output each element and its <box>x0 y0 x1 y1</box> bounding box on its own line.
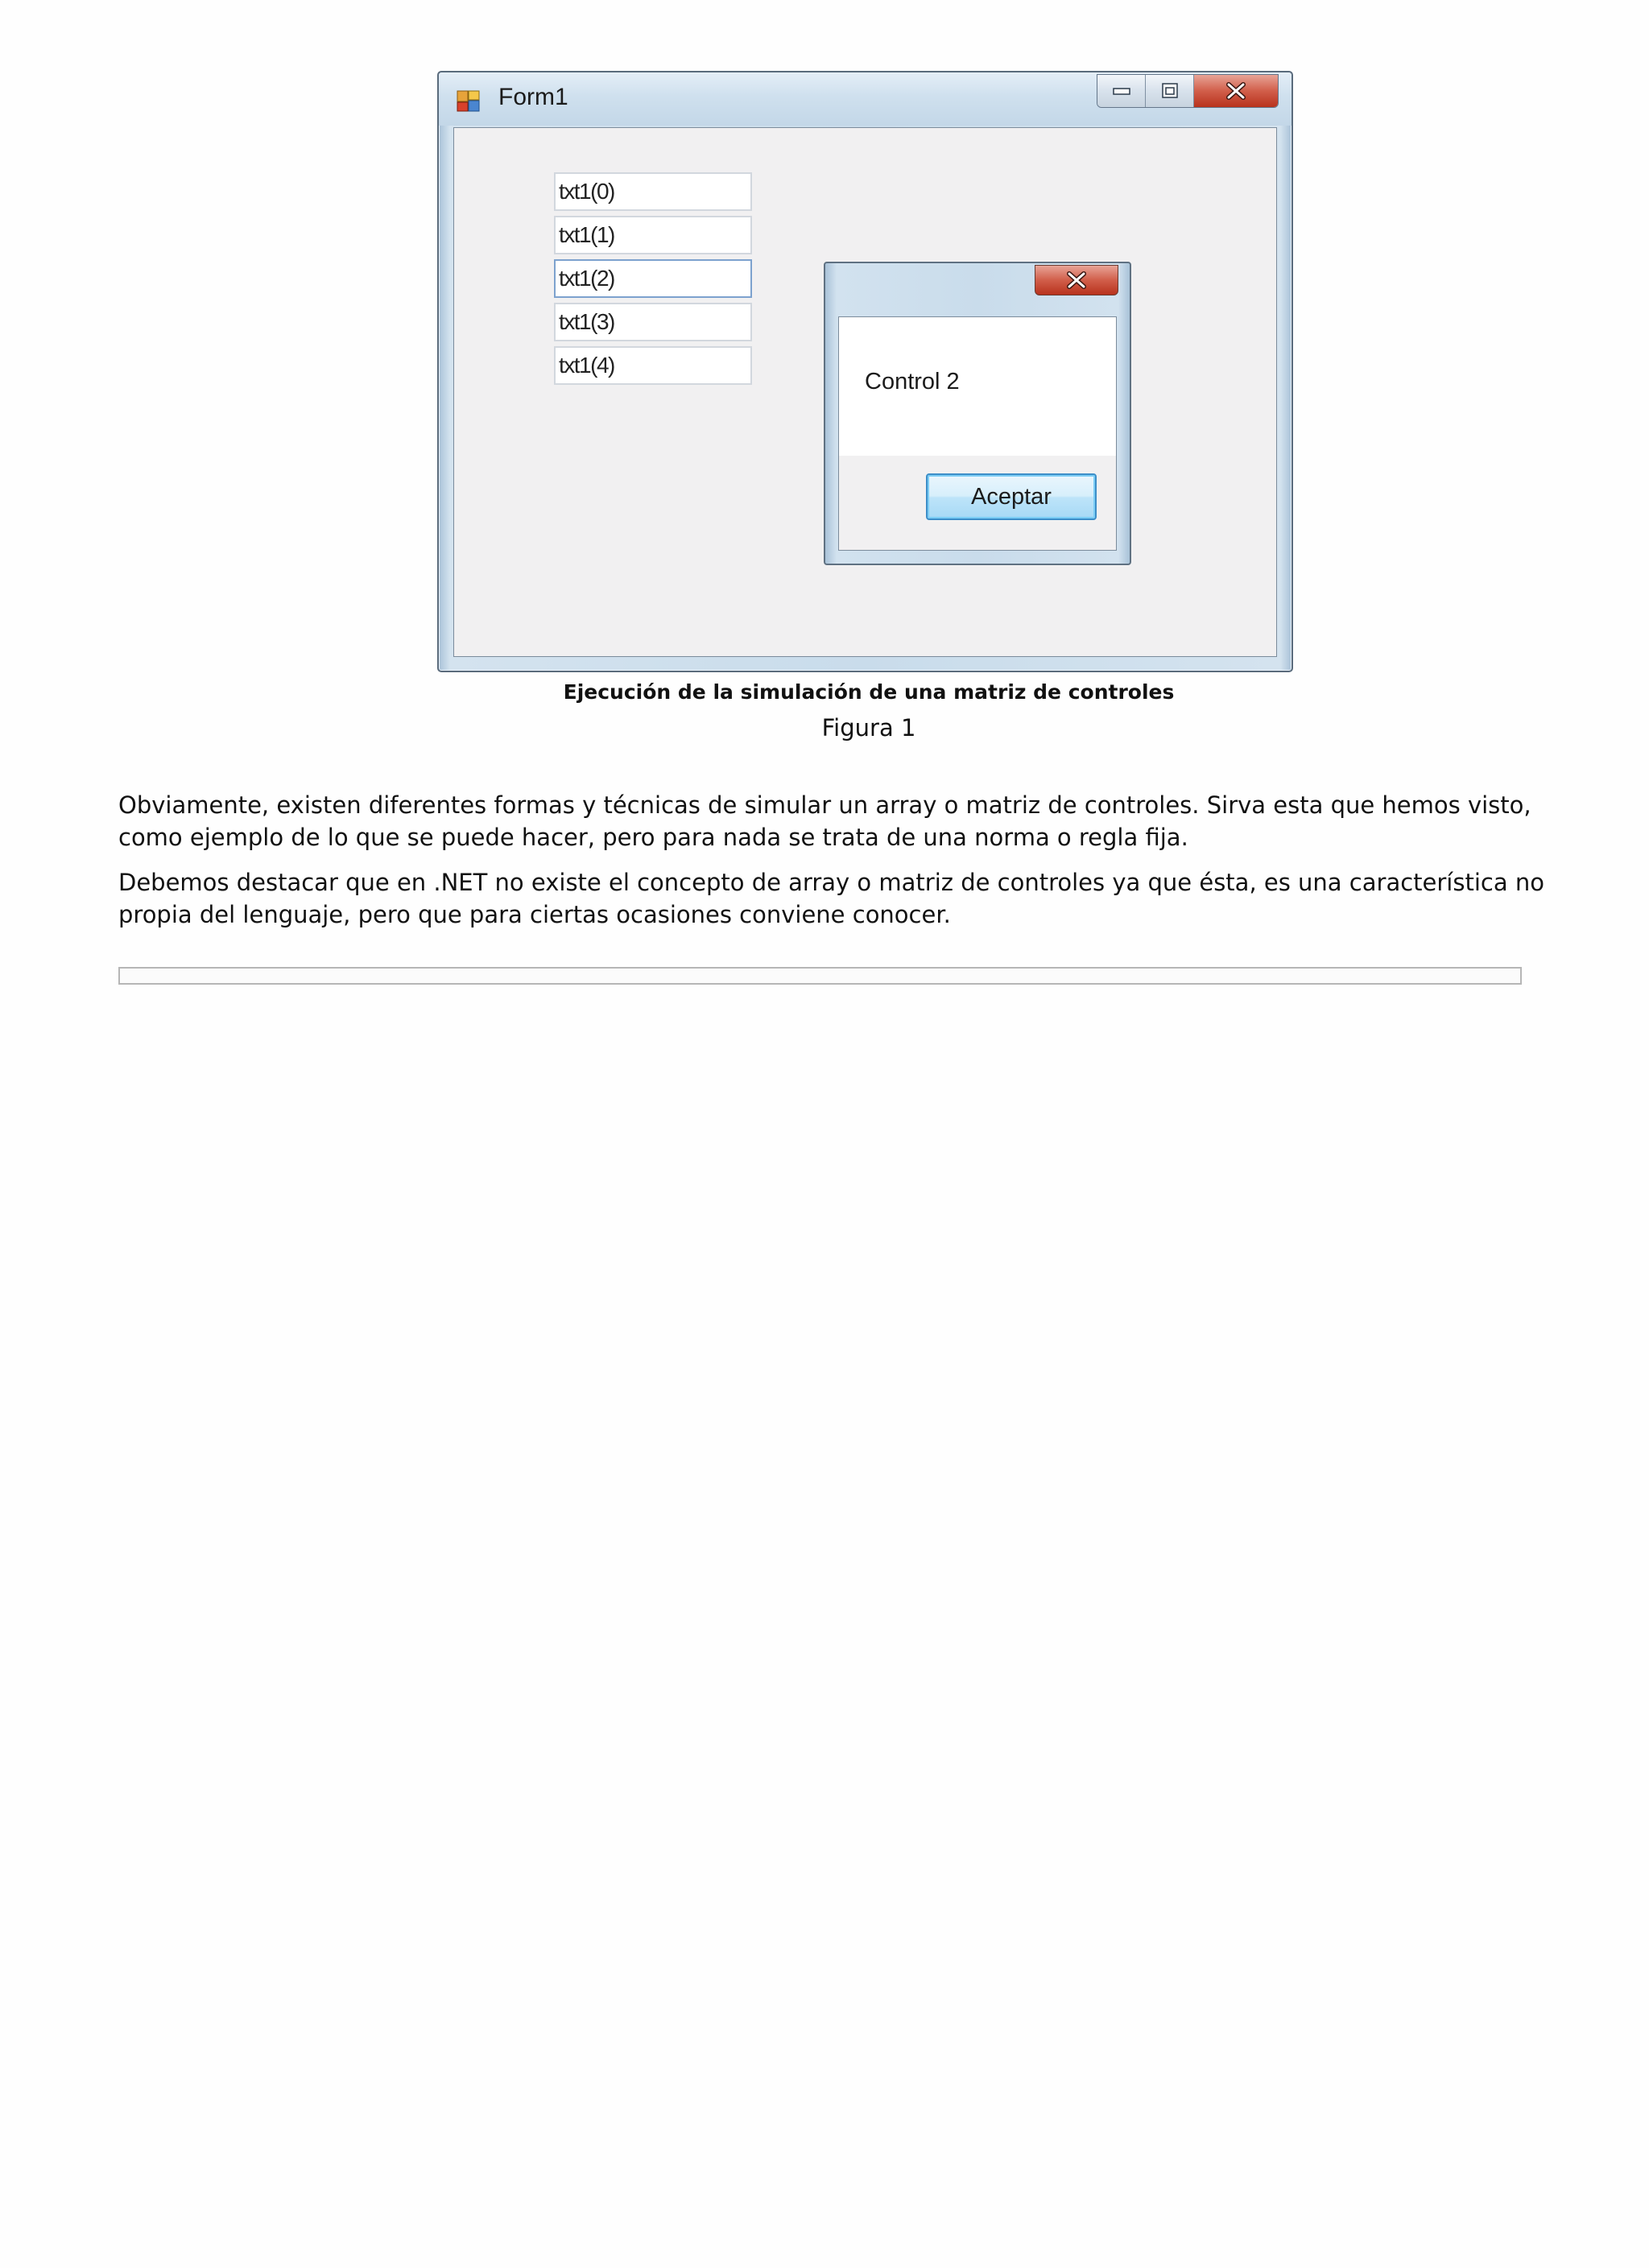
textbox-txt1-1[interactable]: txt1(1) <box>554 216 752 254</box>
maximize-button[interactable] <box>1146 75 1194 107</box>
maximize-icon <box>1160 82 1180 100</box>
minimize-icon <box>1112 86 1131 96</box>
paragraph-2: Debemos destacar que en .NET no existe el concepto de array o matriz de controles ya que ésta, es una característica no propia del lenguaje, pero que para ciertas ocasiones conviene conocer. <box>118 869 1544 928</box>
close-button[interactable] <box>1194 75 1278 107</box>
paragraph-1: Obviamente, existen diferentes formas y técnicas de simular un array o matriz de controles. Sirva esta que hemos visto, como ejemplo de lo que se puede hacer, pero para nada se trata de una norma o regla fija. <box>118 791 1531 851</box>
textbox-array <box>554 172 752 390</box>
textbox-txt1-3[interactable]: txt1(3) <box>554 303 752 341</box>
textbox-txt1-2[interactable]: txt1(2) <box>554 259 752 298</box>
message-text: Control 2 <box>865 369 960 395</box>
message-box-dialog <box>824 262 1131 565</box>
figure-label: Figura 1 <box>821 714 916 742</box>
figure-caption: Ejecución de la simulación de una matriz de controles <box>563 680 1175 704</box>
minimize-button[interactable] <box>1097 75 1146 107</box>
textbox-txt1-0[interactable]: txt1(0) <box>554 172 752 211</box>
horizontal-rule <box>118 967 1522 985</box>
close-icon <box>1065 271 1088 289</box>
message-area <box>839 317 1116 456</box>
window-title: Form1 <box>498 84 568 110</box>
accept-button[interactable]: Aceptar <box>926 473 1097 520</box>
textbox-txt1-4[interactable]: txt1(4) <box>554 346 752 385</box>
message-box-close-button[interactable] <box>1035 265 1118 295</box>
form-app-icon <box>457 89 481 113</box>
title-bar[interactable] <box>439 72 1292 126</box>
window-controls <box>1097 74 1279 108</box>
close-icon <box>1225 82 1247 100</box>
message-box-body <box>838 316 1117 551</box>
